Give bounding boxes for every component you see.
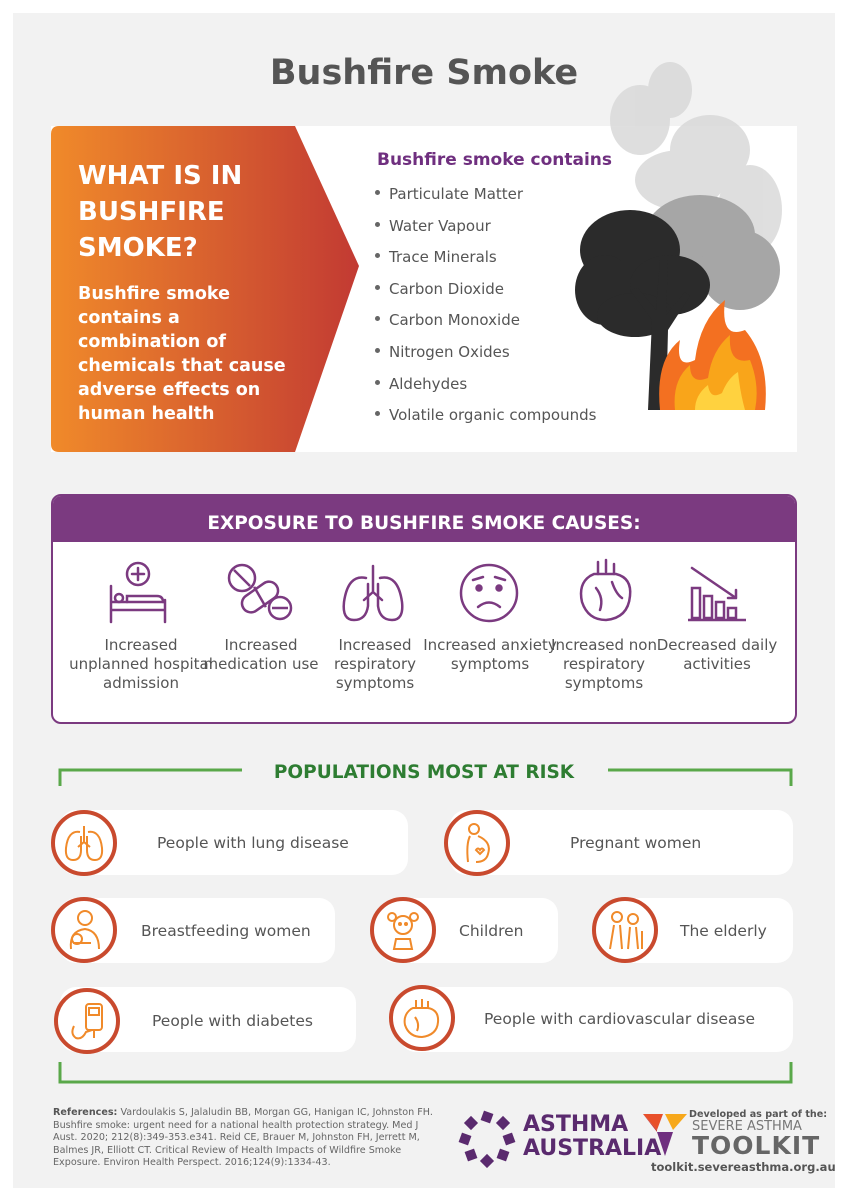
list-item: Water Vapour	[375, 214, 596, 246]
population-icon-circle	[592, 897, 658, 963]
population-icon-circle	[444, 810, 510, 876]
list-item: Carbon Dioxide	[375, 277, 596, 309]
pills-icon	[226, 562, 294, 622]
breastfeeding-icon	[63, 909, 105, 951]
population-label: People with cardiovascular disease	[484, 1010, 756, 1028]
population-icon-circle	[370, 897, 436, 963]
population-icon-circle	[51, 897, 117, 963]
population-label: Breastfeeding women	[141, 922, 311, 940]
population-label: Children	[459, 922, 524, 940]
contains-title: Bushfire smoke contains	[377, 150, 613, 170]
list-item: Aldehydes	[375, 372, 596, 404]
population-label: People with diabetes	[152, 1012, 313, 1030]
exposure-heading: EXPOSURE TO BUSHFIRE SMOKE CAUSES:	[53, 496, 795, 542]
exposure-label: Increased unplanned hospital admission	[69, 636, 213, 692]
populations-heading: POPULATIONS MOST AT RISK	[273, 762, 575, 783]
exposure-label: Increased medication use	[203, 636, 319, 673]
population-icon-circle	[389, 985, 455, 1051]
asthma-australia-wordmark: ASTHMA AUSTRALIA	[523, 1112, 662, 1161]
lungs-icon	[63, 822, 105, 864]
severe-asthma-label: SEVERE ASTHMA	[692, 1119, 802, 1134]
asthma-australia-logo	[458, 1110, 516, 1168]
exposure-label: Increased anxiety symptoms	[423, 636, 557, 673]
pregnant-icon	[456, 822, 498, 864]
page-title: Bushfire Smoke	[269, 53, 579, 93]
burning-tree-illustration	[560, 60, 790, 420]
declining-chart-icon	[688, 564, 746, 622]
population-icon-circle	[54, 988, 120, 1054]
toolkit-label: TOOLKIT	[692, 1131, 821, 1160]
toolkit-url[interactable]: toolkit.severeasthma.org.au	[651, 1160, 836, 1174]
population-label: People with lung disease	[157, 834, 349, 852]
what-is-heading: WHAT IS IN BUSHFIRE SMOKE?	[78, 161, 243, 263]
child-icon	[382, 909, 424, 951]
list-item: Volatile organic compounds	[375, 403, 596, 435]
developed-label: Developed as part of the:	[689, 1109, 828, 1120]
exposure-label: Decreased daily activities	[656, 636, 778, 673]
population-label: Pregnant women	[570, 834, 702, 852]
list-item: Trace Minerals	[375, 245, 596, 277]
toolkit-logo	[643, 1110, 687, 1156]
what-is-description: Bushfire smoke contains a combination of chemicals that cause adverse effects on human health	[78, 284, 286, 424]
hospital-bed-icon	[105, 560, 171, 626]
glucose-meter-icon	[66, 1000, 108, 1042]
references: References: Vardoulakis S, Jalaludin BB, Morgan GG, Hanigan IC, Johnston FH. Bushfire smoke: urgent need for a national health protection strategy. Med J Aust. 2020; 212(8):349-353.e341. Reid CE, Brauer M, Johnston FH, Jerrett M, Balmes JR, Elliott CT. Critical Review of Health Impacts of Wildfire Smoke Exposure. Environ Health Perspect. 2016;124(9):1334-43.	[53, 1107, 433, 1168]
heart-icon	[576, 558, 634, 624]
population-label: The elderly	[680, 922, 767, 940]
bracket-bottom	[58, 1062, 793, 1084]
worried-face-icon	[458, 562, 520, 624]
list-item: Nitrogen Oxides	[375, 340, 596, 372]
list-item: Particulate Matter	[375, 182, 596, 214]
exposure-label: Increased non respiratory symptoms	[551, 636, 657, 692]
heart-icon	[401, 997, 443, 1039]
elderly-icon	[604, 909, 646, 951]
exposure-label: Increased respiratory symptoms	[333, 636, 417, 692]
population-icon-circle	[51, 810, 117, 876]
lungs-icon	[340, 562, 406, 624]
list-item: Carbon Monoxide	[375, 308, 596, 340]
